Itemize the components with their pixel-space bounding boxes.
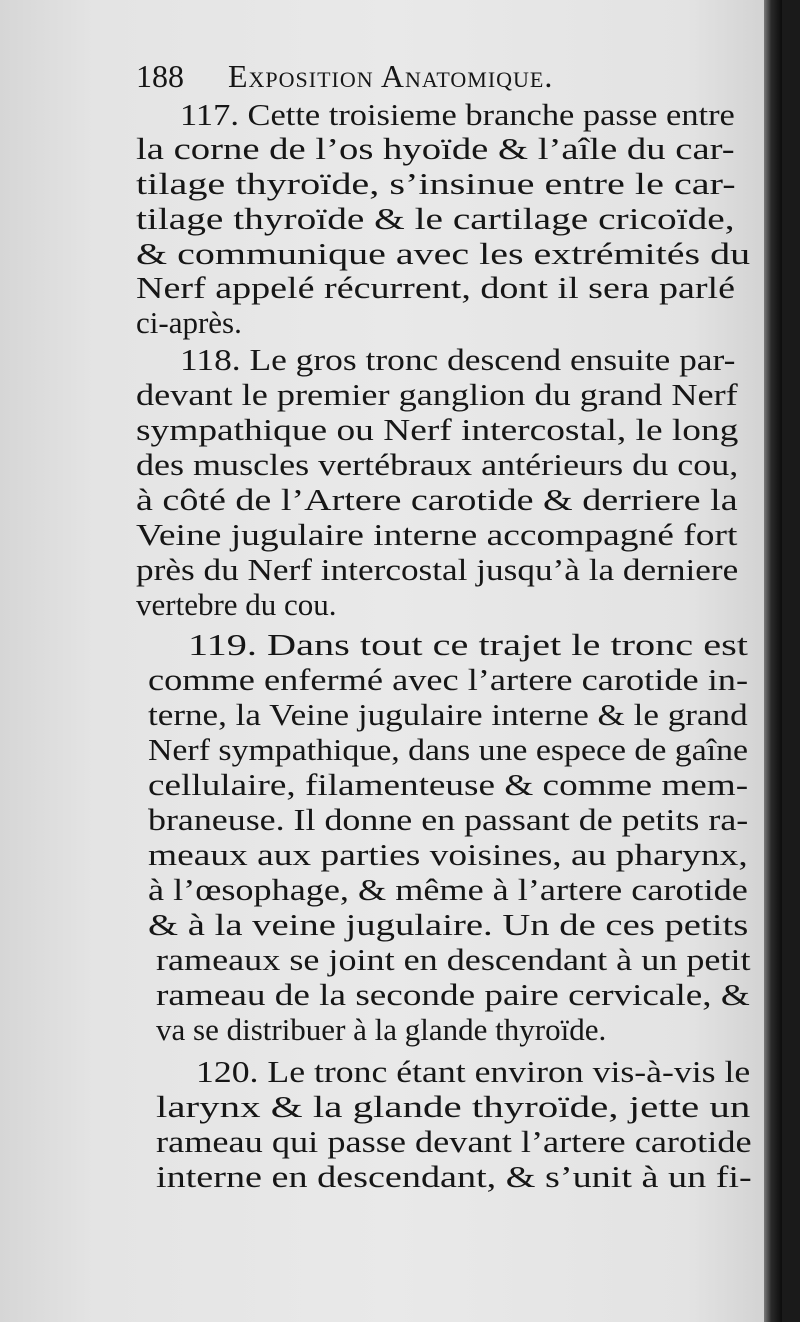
text-line: à côté de l’Artere carotide & derriere la <box>136 482 738 517</box>
text-line: va se distribuer à la glande thyroïde. <box>156 1012 607 1047</box>
text-line: à l’œsophage, & même à l’artere carotide <box>148 872 748 907</box>
text-line: & communique avec les extrémités du <box>136 236 751 271</box>
text-line: meaux aux parties voisines, au pharynx, <box>148 837 748 872</box>
text-line: Nerf appelé récurrent, dont il sera parlé <box>136 270 735 305</box>
text-line: Nerf sympathique, dans une espece de gaîne <box>148 732 749 767</box>
text-line: rameau de la seconde paire cervicale, & <box>156 977 750 1012</box>
text-line: ci-après. <box>136 305 242 340</box>
text-line: 119. Dans tout ce trajet le tronc est <box>188 627 748 662</box>
running-header <box>136 56 696 96</box>
text-line: des muscles vertébraux antérieurs du cou, <box>136 447 739 482</box>
text-line: braneuse. Il donne en passant de petits ra- <box>148 802 749 837</box>
text-line: vertebre du cou. <box>136 587 337 622</box>
text-line: 117. Cette troisieme branche passe entre <box>180 97 735 132</box>
text-line: & à la veine jugulaire. Un de ces petits <box>148 907 749 942</box>
text-line: tilage thyroïde & le cartilage cricoïde, <box>136 201 735 236</box>
text-line: interne en descendant, & s’unit à un fi- <box>156 1159 752 1194</box>
text-line: devant le premier ganglion du grand Nerf <box>136 377 738 412</box>
text-line: 118. Le gros tronc descend ensuite par- <box>180 342 736 377</box>
text-line: rameau qui passe devant l’artere carotide <box>156 1124 752 1159</box>
text-line: 120. Le tronc étant environ vis-à-vis le <box>196 1054 751 1089</box>
text-line: comme enfermé avec l’artere carotide in- <box>148 662 749 697</box>
page-edge-shadow <box>764 0 782 1322</box>
text-line: la corne de l’os hyoïde & l’aîle du car- <box>136 131 735 166</box>
text-line: Veine jugulaire interne accompagné fort <box>136 517 738 552</box>
text-line: sympathique ou Nerf intercostal, le long <box>136 412 739 447</box>
text-line: tilage thyroïde, s’insinue entre le car- <box>136 166 736 201</box>
text-line: terne, la Veine jugulaire interne & le grand <box>148 697 748 732</box>
text-line: près du Nerf intercostal jusqu’à la derniere <box>136 552 739 587</box>
running-title: Exposition Anatomique. <box>228 58 554 94</box>
text-line: rameaux se joint en descendant à un petit <box>156 942 751 977</box>
text-line: larynx & la glande thyroïde, jette un <box>156 1089 751 1124</box>
text-line: cellulaire, filamenteuse & comme mem- <box>148 767 749 802</box>
page-number: 188 <box>136 58 184 94</box>
